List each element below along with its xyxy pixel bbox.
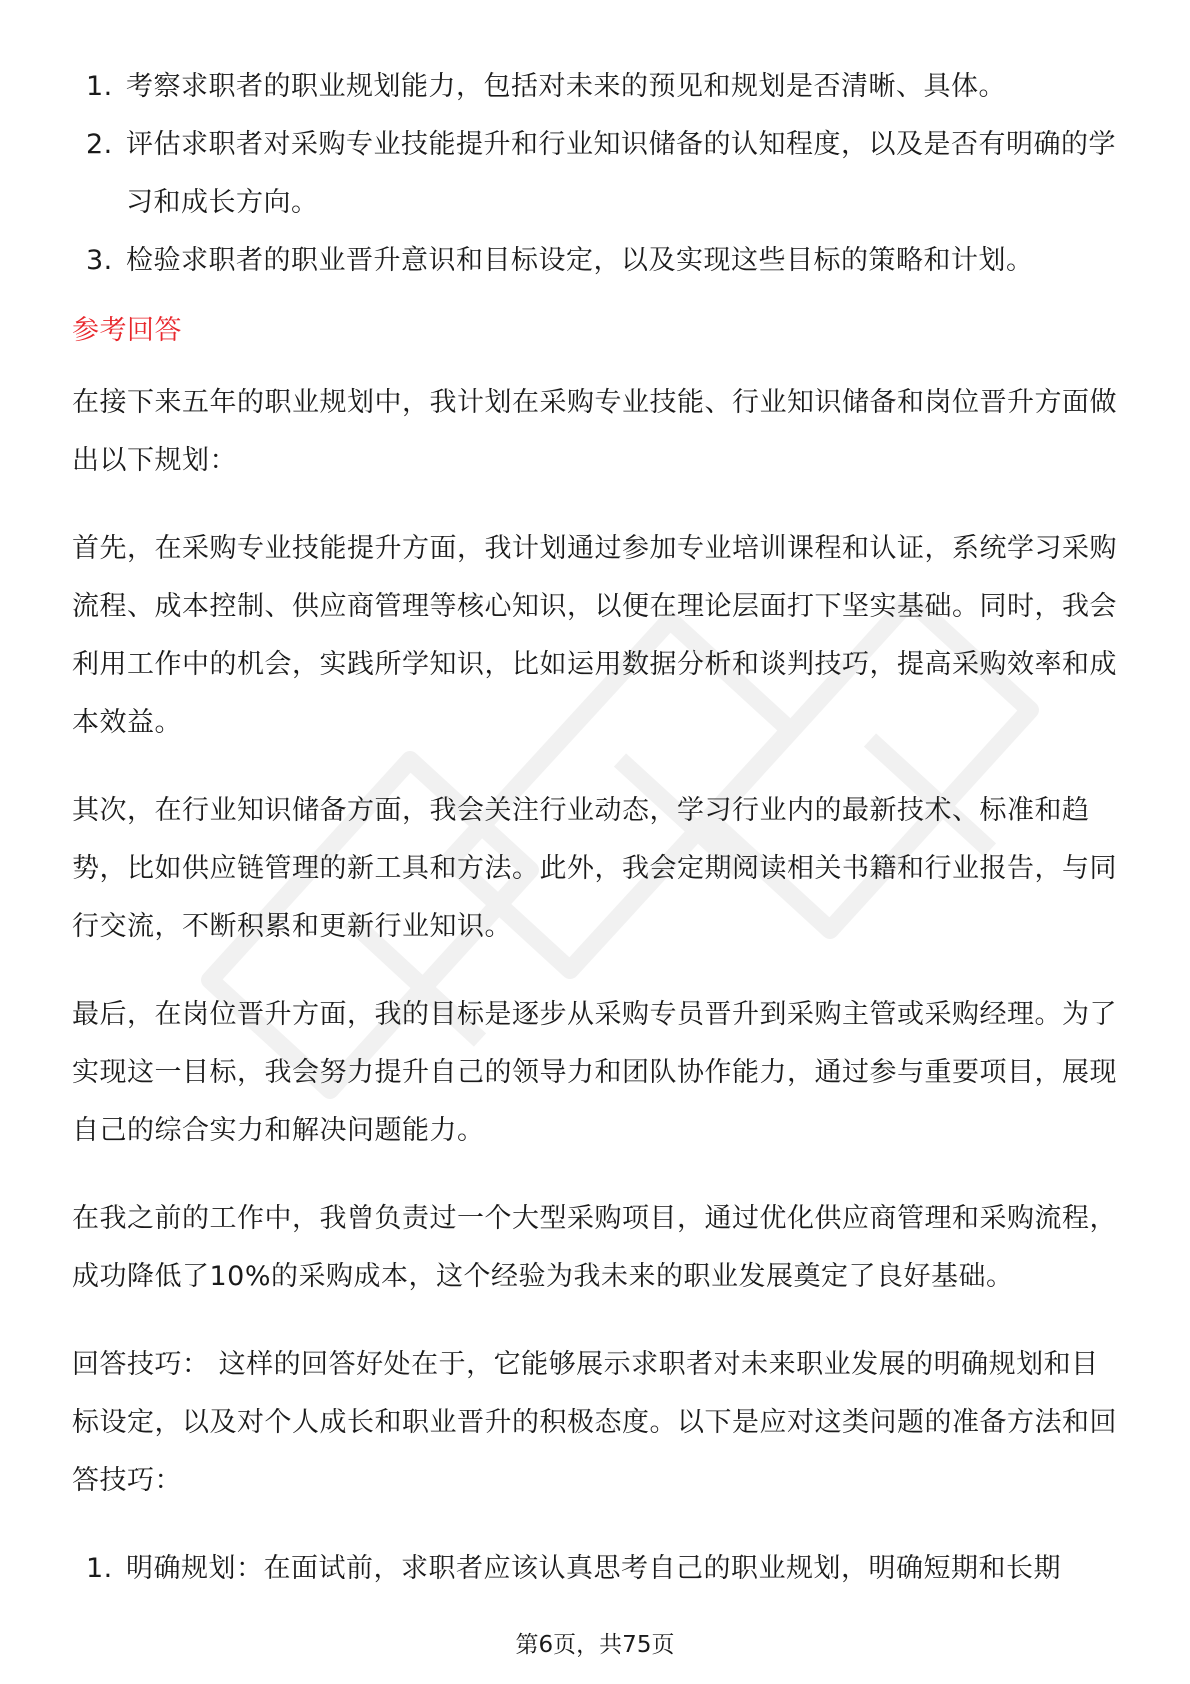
paragraph: 其次，在行业知识储备方面，我会关注行业动态，学习行业内的最新技术、标准和趋势，比如供应链管理的新工具和方法。此外，我会定期阅读相关书籍和行业报告，与同行交流，不断积累和更新行业知识。 xyxy=(72,795,1117,942)
list-item xyxy=(72,232,1122,290)
section-title: 参考回答 xyxy=(72,315,182,346)
tips-list xyxy=(72,1540,1122,1598)
list-item xyxy=(72,58,1122,116)
assessment-points-list xyxy=(72,58,1122,290)
paragraph: 最后，在岗位晋升方面，我的目标是逐步从采购专员晋升到采购主管或采购经理。为了实现这一目标，我会努力提升自己的领导力和团队协作能力，通过参与重要项目，展现自己的综合实力和解决问题能力。 xyxy=(72,999,1117,1146)
paragraph: 在我之前的工作中，我曾负责过一个大型采购项目，通过优化供应商管理和采购流程，成功降低了10%的采购成本，这个经验为我未来的职业发展奠定了良好基础。 xyxy=(72,1203,1117,1292)
list-item xyxy=(72,116,1122,232)
paragraph: 在接下来五年的职业规划中，我计划在采购专业技能、行业知识储备和岗位晋升方面做出以下规划： xyxy=(72,387,1117,476)
list-item-text: 明确规划：在面试前，求职者应该认真思考自己的职业规划，明确短期和长期 xyxy=(126,1553,1061,1584)
list-item-text: 检验求职者的职业晋升意识和目标设定，以及实现这些目标的策略和计划。 xyxy=(126,245,1034,276)
document-body xyxy=(72,58,1122,1598)
paragraph: 回答技巧： 这样的回答好处在于，它能够展示求职者对未来职业发展的明确规划和目标设定，以及对个人成长和职业晋升的积极态度。以下是应对这类问题的准备方法和回答技巧： xyxy=(72,1349,1117,1496)
list-item-number: 1. xyxy=(86,1553,113,1584)
list-item-number: 2. xyxy=(86,129,113,160)
page-footer: 第6页，共75页 xyxy=(515,1632,675,1658)
list-item xyxy=(72,1540,1122,1598)
paragraph: 首先，在采购专业技能提升方面，我计划通过参加专业培训课程和认证，系统学习采购流程、成本控制、供应商管理等核心知识，以便在理论层面打下坚实基础。同时，我会利用工作中的机会，实践所学知识，比如运用数据分析和谈判技巧，提高采购效率和成本效益。 xyxy=(72,533,1117,738)
list-item-text: 评估求职者对采购专业技能提升和行业知识储备的认知程度，以及是否有明确的学习和成长方向。 xyxy=(126,129,1116,218)
list-item-number: 1. xyxy=(86,71,113,102)
list-item-text: 考察求职者的职业规划能力，包括对未来的预见和规划是否清晰、具体。 xyxy=(126,71,1006,102)
list-item-number: 3. xyxy=(86,245,113,276)
